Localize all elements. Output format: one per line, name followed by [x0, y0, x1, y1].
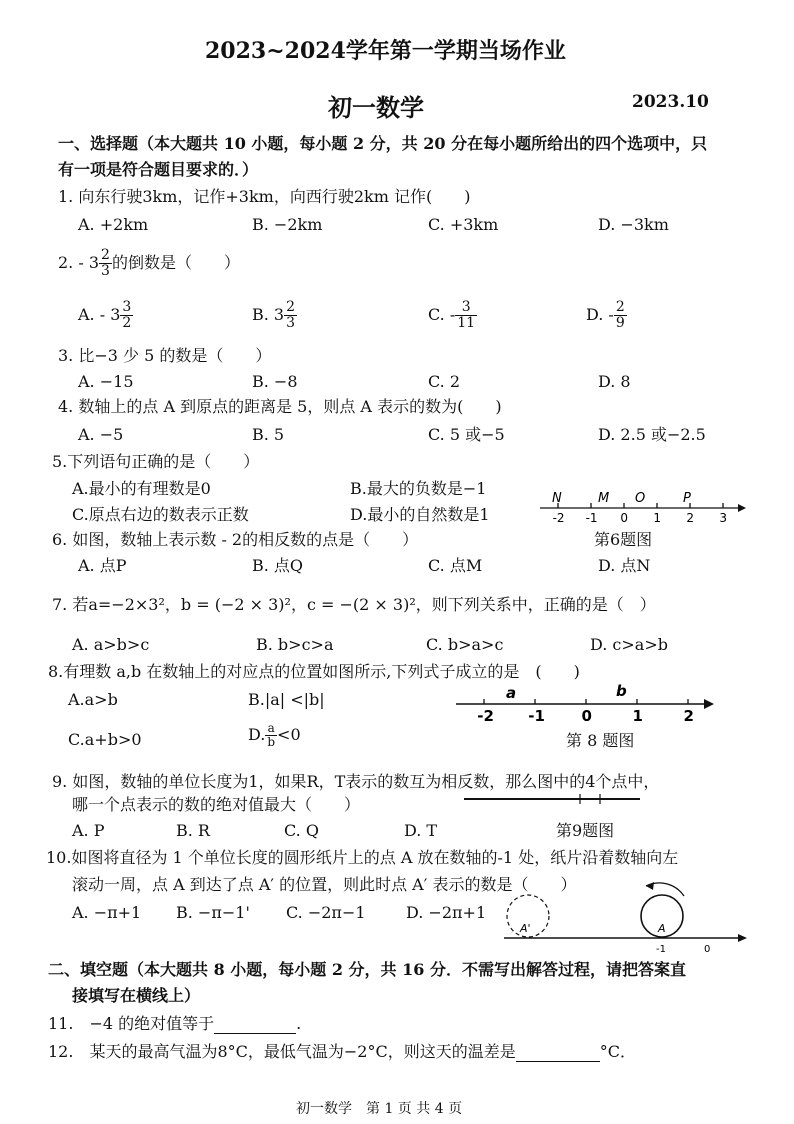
q10-option-a: A. −π+1: [72, 903, 142, 922]
section1-heading-line1: 一、选择题（本大题共 10 小题，每小题 2 分，共 20 分在每小题所给出的四个选项中，只: [58, 134, 708, 153]
fig8-ticks-tick-label: 1: [632, 707, 643, 725]
q10-label-a-prime: A': [520, 922, 531, 935]
q9-number-line-figure: [462, 792, 644, 806]
q2-option-d-fraction: [614, 300, 627, 331]
fig6-caption: 第6题图: [594, 530, 653, 549]
q12: [48, 1042, 636, 1062]
q2-stem-pre: 2. - 3: [58, 253, 100, 272]
exam-title: 2023~2024学年第一学期当场作业: [205, 38, 566, 64]
q2-option-b: [252, 300, 297, 331]
section2-heading-line1: 二、填空题（本大题共 8 小题，每小题 2 分，共 16 分．不需写出解答过程，请把答案直: [48, 960, 686, 979]
q2-d-num: 2: [615, 299, 625, 315]
q6-stem: 6. 如图，数轴上表示数 - 2的相反数的点是（ ）: [52, 530, 419, 549]
q11-stem-end: .: [296, 1014, 302, 1033]
q6-option-b: B. 点Q: [252, 556, 304, 575]
q10-option-b: B. −π−1': [176, 903, 250, 922]
q4-option-a: A. −5: [78, 425, 124, 444]
q2-option-d-label: D. -: [586, 305, 614, 324]
q2-d-den: 9: [615, 315, 625, 331]
section1-heading-line2: 有一项是符合题目要求的．）: [58, 160, 259, 179]
q4-stem: 4. 数轴上的点 A 到原点的距离是 5，则点 A 表示的数为( ): [58, 397, 502, 416]
fig8-caption: 第 8 题图: [566, 731, 635, 750]
q2-option-b-label: B. 3: [252, 305, 285, 324]
fig8-ticks-tick-label: -1: [528, 707, 545, 725]
q2-c-den: 11: [457, 315, 476, 331]
q2-c-num: 3: [455, 300, 477, 316]
q8-option-b: B.|a| <|b|: [248, 690, 325, 709]
q1-option-c: C. +3km: [428, 215, 499, 234]
q10-stem-line2: 滚动一周，点 A 到达了点 A′ 的位置，则此时点 A′ 表示的数是（ ）: [72, 875, 577, 894]
q8-point-a: a: [506, 684, 517, 702]
q2-option-c-label: C. -: [428, 305, 456, 324]
q2-b-den: 3: [286, 315, 296, 331]
fig6-ticks-tick-label: 2: [686, 511, 695, 525]
q2-option-c: [428, 300, 477, 331]
q8-option-c: C.a+b>0: [68, 730, 142, 749]
q6-option-d: D. 点N: [598, 556, 651, 575]
fig8-ticks-tick-label: -2: [477, 707, 494, 725]
q9-option-d: D. T: [404, 821, 438, 840]
q11-stem: 11. −4 的绝对值等于: [48, 1014, 215, 1033]
q9-option-a: A. P: [72, 821, 105, 840]
section2-heading-line2: 接填写在横线上）: [72, 986, 201, 1005]
q4-option-b: B. 5: [252, 425, 285, 444]
q2-a-num: 3: [122, 299, 132, 315]
q1-option-d: D. −3km: [598, 215, 669, 234]
q6-point-n: N: [552, 491, 562, 506]
q7-option-c: C. b>a>c: [426, 635, 504, 654]
q7-option-d: D. c>a>b: [590, 635, 668, 654]
q9-stem-line2: 哪一个点表示的数的绝对值最大（ ）: [72, 795, 361, 814]
q2-option-a-fraction: [120, 300, 133, 331]
q10-label-a: A: [658, 922, 666, 935]
q5-option-d: D.最小的自然数是1: [350, 505, 490, 524]
fig8-ticks-tick-label: 0: [581, 707, 592, 725]
q3-option-b: B. −8: [252, 372, 298, 391]
exam-date: 2023.10: [632, 92, 709, 112]
fig6-ticks-tick-label: 1: [653, 511, 662, 525]
q6-axis-arrow: [738, 504, 746, 512]
fig6-ticks-tick-label: -1: [585, 511, 598, 525]
q3-option-a: A. −15: [78, 372, 134, 391]
q8-option-d-post: <0: [277, 725, 301, 744]
q2-option-a-label: A. - 3: [78, 305, 121, 324]
q10-stem-line1: 10.如图将直径为 1 个单位长度的圆形纸片上的点 A 放在数轴的-1 处，纸片沿着数轴向左: [46, 848, 679, 867]
q9-option-c: C. Q: [284, 821, 319, 840]
fig6-ticks-tick-label: -2: [552, 511, 565, 525]
fig9-caption: 第9题图: [556, 821, 615, 840]
q10-option-d: D. −2π+1: [406, 903, 487, 922]
q6-point-m: M: [598, 491, 610, 506]
q4-option-c: C. 5 或−5: [428, 425, 505, 444]
q6-option-c: C. 点M: [428, 556, 483, 575]
q10-tick-0: 0: [704, 944, 711, 955]
q2-a-den: 2: [122, 315, 132, 331]
q8-d-num: a: [265, 722, 277, 736]
q5-option-c: C.原点右边的数表示正数: [72, 505, 249, 524]
fig6-ticks-tick-label: 0: [620, 511, 629, 525]
fig8-ticks-tick-label: 2: [683, 707, 694, 725]
q3-option-d: D. 8: [598, 372, 631, 391]
q3-option-c: C. 2: [428, 372, 461, 391]
q6-point-p: P: [683, 491, 691, 506]
fig6-ticks-tick-label: 3: [719, 511, 728, 525]
q7-option-a: A. a>b>c: [72, 635, 150, 654]
q7-option-b: B. b>c>a: [256, 635, 334, 654]
q1-option-b: B. −2km: [252, 215, 323, 234]
q8-option-d-label: D.: [248, 725, 266, 744]
q5-option-a: A.最小的有理数是0: [72, 479, 211, 498]
q8-axis-arrow: [704, 699, 714, 709]
q1-stem: 1. 向东行驶3km，记作+3km，向西行驶2km 记作( ): [58, 187, 471, 206]
q10-rolling-arrow-head: [646, 882, 654, 890]
q9-option-b: B. R: [176, 821, 210, 840]
q2-b-num: 2: [286, 299, 296, 315]
q10-axis-arrow: [738, 934, 747, 942]
q6-option-a: A. 点P: [78, 556, 127, 575]
q2-frac-num: 2: [101, 247, 110, 263]
q2-option-d: [586, 300, 627, 331]
q8-number-line-figure: [452, 684, 716, 730]
q12-answer-blank[interactable]: [516, 1043, 600, 1062]
q11: [48, 1014, 301, 1034]
q2-fraction: [99, 248, 112, 279]
q11-answer-blank[interactable]: [214, 1015, 296, 1034]
q1-option-a: A. +2km: [78, 215, 149, 234]
q12-stem-end: °C．: [599, 1042, 636, 1061]
q5-stem: 5.下列语句正确的是（ ）: [52, 452, 260, 471]
q12-stem: 12. 某天的最高气温为8°C，最低气温为−2°C，则这天的温差是: [48, 1042, 516, 1061]
q10-rolling-circle-figure: [500, 878, 750, 956]
q2-frac-den: 3: [101, 263, 110, 279]
q6-number-line-figure: [538, 488, 748, 530]
page-footer: 初一数学 第 1 页 共 4 页: [296, 1101, 463, 1117]
q3-stem: 3. 比−3 少 5 的数是（ ）: [58, 346, 272, 365]
q4-option-d: D. 2.5 或−2.5: [598, 425, 706, 444]
q8-point-b: b: [616, 684, 627, 700]
q6-point-o: O: [635, 491, 646, 506]
q10-tick-neg1: -1: [656, 944, 666, 955]
q8-option-a: A.a>b: [68, 690, 118, 709]
q7-stem: 7. 若a=−2×3²，b = (−2 × 3)²，c = −(2 × 3)²，则下列关系中，正确的是（ ）: [52, 595, 656, 614]
q2-option-c-fraction: [455, 300, 477, 331]
q2-option-a: [78, 300, 133, 331]
q2-option-b-fraction: [284, 300, 297, 331]
q2-stem-post: 的倒数是（ ）: [111, 253, 240, 272]
q8-option-d-fraction: [265, 722, 277, 749]
q9-stem-line1: 9. 如图，数轴的单位长度为1，如果R，T表示的数互为相反数，那么图中的4个点中，: [52, 772, 660, 791]
q8-stem: 8.有理数 a,b 在数轴上的对应点的位置如图所示,下列式子成立的是 ( ): [48, 662, 580, 681]
q2-stem: [58, 248, 240, 279]
q10-option-c: C. −2π−1: [286, 903, 366, 922]
q8-d-den: b: [267, 735, 276, 749]
q8-option-d: [248, 722, 301, 749]
q5-option-b: B.最大的负数是−1: [350, 479, 487, 498]
subject-title: 初一数学: [328, 93, 424, 122]
